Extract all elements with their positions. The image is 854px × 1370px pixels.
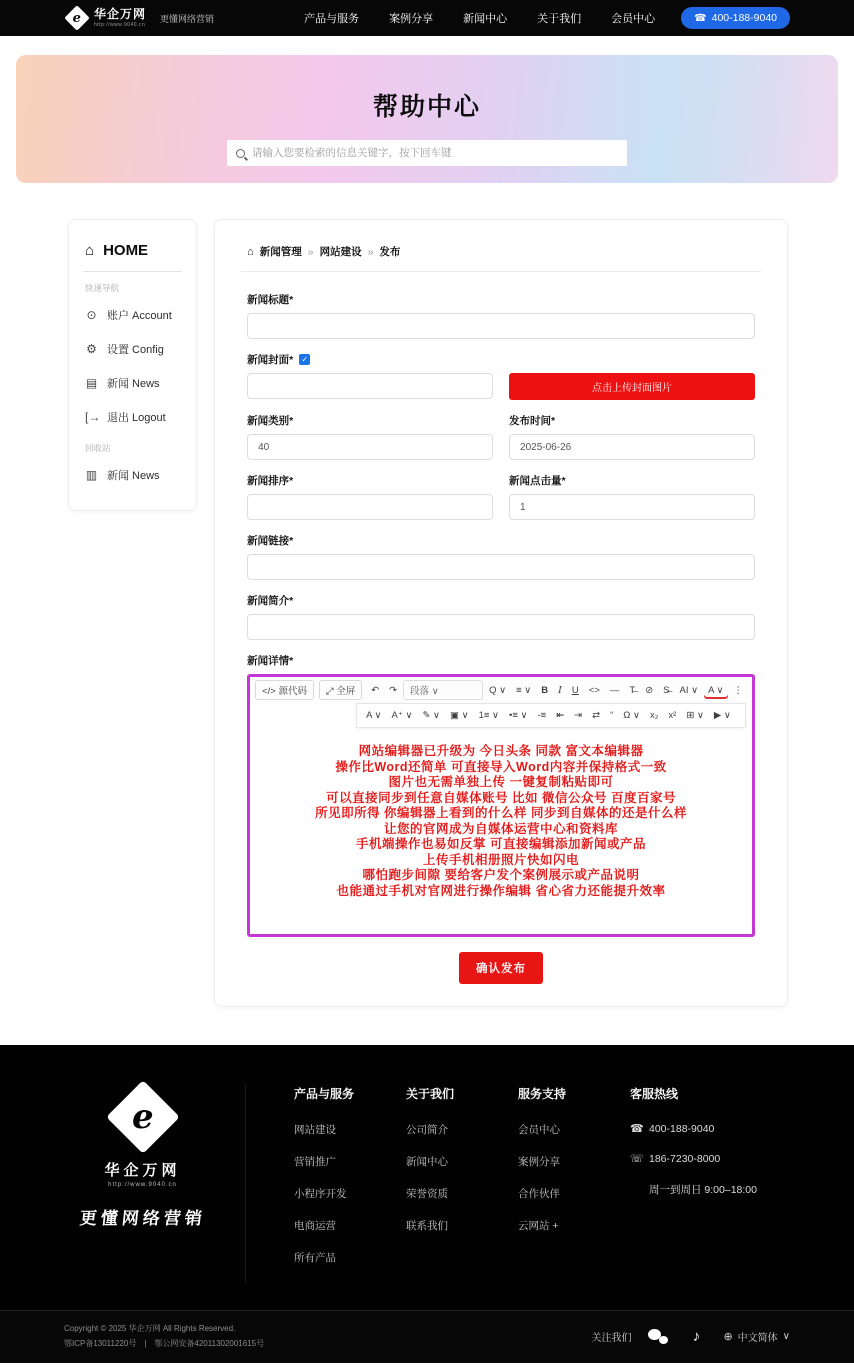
editor-text-line: 网站编辑器已升级为 今日头条 同款 富文本编辑器 (358, 744, 644, 758)
phone-number: 400-188-9040 (711, 12, 777, 24)
wechat-icon[interactable] (647, 1325, 669, 1347)
field-news-intro (247, 593, 755, 640)
footer-link[interactable]: 小程序开发 (294, 1188, 347, 1200)
sidebar-item-icon: ▥ (85, 468, 98, 482)
sidebar-item-icon: ⚙ (86, 342, 97, 356)
bottom-bar (0, 1310, 854, 1363)
editor-text-line: 可以直接同步到任意自媒体账号 比如 微信公众号 百度百家号 (326, 790, 676, 805)
confirm-publish-button[interactable]: 确认发布 (459, 952, 543, 984)
news-order-label: 新闻排序* (247, 475, 294, 487)
field-news-category (247, 413, 493, 460)
editor-toolbar-row2 (356, 703, 746, 728)
footer-link[interactable]: 网站建设 (294, 1124, 336, 1136)
toolbar-button[interactable]: A ∨ (704, 682, 727, 699)
field-news-title (247, 292, 755, 339)
toolbar-button[interactable]: 段落 ∨ (403, 680, 483, 700)
toolbar-button[interactable]: <> (588, 684, 600, 696)
hotline-text: 186-7230-8000 (649, 1152, 721, 1165)
sidebar-divider (83, 271, 182, 272)
editor-text-line: 手机端操作也易如反掌 可直接编辑添加新闻或产品 (356, 837, 647, 851)
copyright-text: Copyright © 2025 华企万网 All Rights Reserved. (64, 1324, 236, 1333)
toolbar-button[interactable]: -≡ (537, 710, 547, 721)
follow-us-label: 关注我们 (591, 1332, 632, 1344)
footer-link[interactable]: 新闻中心 (406, 1156, 448, 1168)
footer-logo-url: http://www.9040.cn (108, 1182, 177, 1188)
field-news-clicks (509, 473, 755, 520)
news-title-input[interactable] (247, 313, 755, 339)
footer-col-support (518, 1085, 630, 1282)
toolbar-button[interactable]: S̶ (663, 684, 670, 696)
hotline-icon: ☏ (630, 1153, 644, 1165)
sidebar-item-home[interactable] (83, 236, 182, 271)
toolbar-button[interactable]: A⁺ ∨ (391, 710, 413, 721)
sidebar-item[interactable] (83, 298, 182, 332)
editor-text-line: 操作比Word还简单 可直接导入Word内容并保持格式一致 (335, 759, 667, 774)
sidebar-item[interactable] (83, 332, 182, 366)
toolbar-button[interactable]: AI ∨ (679, 684, 699, 696)
nav-link[interactable]: 新闻中心 (463, 13, 508, 25)
footer-link[interactable]: 荣誉资质 (406, 1188, 448, 1200)
site-logo[interactable] (68, 8, 214, 27)
editor-text-line: 上传手机相册照片快如闪电 (423, 852, 580, 867)
search-box (227, 140, 627, 166)
globe-icon: ⊕ (723, 1330, 733, 1343)
sidebar-recycle-items (83, 458, 182, 492)
editor-text-line: 让您的官网成为自媒体运营中心和资料库 (384, 821, 619, 836)
sidebar-item-label: 设置 Config (107, 344, 164, 356)
footer-link[interactable]: 所有产品 (294, 1252, 336, 1264)
news-title-label: 新闻标题* (247, 294, 294, 306)
field-news-detail (247, 653, 755, 937)
toolbar-button[interactable]: ⤢ 全屏 (319, 680, 362, 700)
home-label: HOME (103, 242, 149, 259)
news-cover-label: 新闻封面* (247, 354, 294, 366)
sidebar-quick-nav-items (83, 298, 182, 434)
toolbar-button[interactable]: ✎ ∨ (422, 710, 440, 721)
nav-links (304, 10, 655, 26)
toolbar-button[interactable]: ≡ ∨ (516, 684, 532, 696)
news-intro-input[interactable] (247, 614, 755, 640)
publish-time-label: 发布时间* (509, 415, 556, 427)
toolbar-button[interactable]: — (609, 684, 620, 696)
nav-link[interactable]: 产品与服务 (304, 13, 360, 25)
footer-logo-title: 华企万网 (104, 1162, 181, 1179)
toolbar-button[interactable]: 1≡ ∨ (478, 710, 499, 721)
editor-text-line: 哪怕跑步间隙 要给客户发个案例展示或产品说明 (362, 868, 640, 882)
toolbar-button[interactable]: A ∨ (366, 710, 382, 721)
phone-icon: ☎ (694, 12, 707, 24)
breadcrumb-divider (241, 271, 761, 272)
logo-url: http://www.9040.cn (94, 21, 146, 28)
footer-link[interactable]: 电商运营 (294, 1220, 336, 1232)
sidebar-item-label: 退出 Logout (107, 412, 166, 424)
toolbar-button[interactable]: ⇄ (592, 710, 601, 721)
toolbar-button[interactable]: </> 源代码 (255, 680, 314, 700)
sidebar-item-label: 新闻 News (107, 378, 160, 390)
footer-link[interactable]: 公司简介 (406, 1124, 448, 1136)
breadcrumb-item[interactable]: 新闻管理 (259, 246, 302, 258)
toolbar-button[interactable]: T̶ (629, 684, 636, 696)
news-clicks-label: 新闻点击量* (509, 475, 566, 487)
editor-text-line: 也能通过手机对官网进行操作编辑 省心省力还能提升效率 (336, 883, 666, 898)
footer-logo (64, 1085, 246, 1282)
news-cover-input[interactable] (247, 373, 493, 399)
rich-text-editor[interactable] (247, 674, 755, 937)
toolbar-button[interactable]: Ω ∨ (623, 710, 640, 721)
news-clicks-input[interactable] (509, 494, 755, 520)
toolbar-button[interactable]: ⊞ ∨ (686, 710, 704, 721)
footer-col-title: 服务支持 (518, 1087, 567, 1101)
toolbar-button[interactable]: Q ∨ (489, 684, 507, 696)
publish-time-input[interactable] (509, 434, 755, 460)
footer (0, 1045, 854, 1310)
field-news-link (247, 533, 755, 580)
sidebar-section-recycle: 回收站 (85, 443, 111, 453)
sidebar-item-icon: ▤ (85, 376, 98, 390)
sidebar-item[interactable] (83, 400, 182, 434)
publish-form-card (214, 219, 788, 1007)
sidebar-item[interactable] (83, 366, 182, 400)
chevron-down-icon: ∨ (782, 1330, 790, 1342)
language-label: 中文简体 (737, 1332, 778, 1344)
phone-button[interactable] (681, 7, 790, 29)
news-link-input[interactable] (247, 554, 755, 580)
toolbar-button[interactable]: ⊘ (645, 684, 654, 696)
editor-text-line: 图片也无需单独上传 一键复制粘贴即可 (388, 775, 614, 789)
sidebar-item-label: 新闻 News (107, 470, 160, 482)
upload-cover-button[interactable]: 点击上传封面图片 (509, 373, 755, 400)
page-title: 帮助中心 (372, 93, 481, 121)
breadcrumb-home-icon: ⌂ (247, 245, 254, 258)
top-navbar (0, 0, 854, 36)
editor-toolbar-row1 (250, 677, 752, 703)
news-order-input[interactable] (247, 494, 493, 520)
footer-logo-diamond-icon: e (106, 1080, 180, 1154)
editor-content[interactable] (250, 728, 752, 934)
search-input[interactable] (252, 147, 618, 159)
footer-link[interactable]: 营销推广 (294, 1156, 336, 1168)
footer-link[interactable]: 案例分享 (518, 1156, 560, 1168)
toolbar-button[interactable]: ⇤ (556, 710, 565, 721)
news-intro-label: 新闻简介* (247, 595, 294, 607)
footer-col-title: 关于我们 (406, 1087, 455, 1101)
toolbar-button[interactable]: I (558, 684, 562, 696)
icp-text: 鄂ICP备13011220号 | 鄂公网安备42011302001615号 (64, 1339, 265, 1348)
nav-link[interactable]: 关于我们 (537, 13, 582, 25)
footer-link[interactable]: 联系我们 (406, 1220, 448, 1232)
sidebar-item-icon: [→ (85, 410, 101, 424)
footer-link[interactable]: 合作伙伴 (518, 1188, 560, 1200)
bottom-strip (0, 1363, 854, 1370)
toolbar-button[interactable]: x² (668, 710, 677, 721)
news-category-input[interactable] (247, 434, 493, 460)
toolbar-button[interactable]: U (571, 684, 579, 696)
logo-title: 华企万网 (94, 7, 147, 22)
toolbar-button[interactable]: ↶ (371, 684, 380, 696)
footer-col-about (406, 1085, 518, 1282)
toolbar-button[interactable]: ↷ (389, 684, 398, 696)
hotline-text: 400-188-9040 (649, 1122, 715, 1135)
breadcrumb (247, 244, 755, 259)
logo-diamond-icon: e (64, 5, 89, 30)
news-cover-checkbox[interactable]: ✓ (299, 354, 310, 365)
hotline-item (630, 1122, 757, 1135)
home-icon: ⌂ (85, 242, 95, 259)
language-selector[interactable] (723, 1329, 790, 1344)
footer-col-hotline (630, 1085, 757, 1282)
help-center-banner (16, 55, 838, 183)
footer-col-title: 客服热线 (630, 1087, 679, 1101)
toolbar-button[interactable]: ▶ ∨ (713, 710, 731, 721)
douyin-icon[interactable]: ♪ (692, 1327, 701, 1345)
toolbar-button[interactable]: ▣ ∨ (450, 710, 469, 721)
search-icon (236, 149, 245, 158)
sidebar (68, 219, 197, 511)
hotline-text: 周一到周日 9:00–18:00 (649, 1184, 757, 1196)
field-news-cover (247, 352, 755, 400)
field-news-order (247, 473, 493, 520)
nav-link[interactable]: 案例分享 (389, 13, 434, 25)
nav-link[interactable]: 会员中心 (611, 13, 656, 25)
toolbar-button[interactable]: x₂ (649, 710, 659, 721)
news-link-label: 新闻链接* (247, 535, 294, 547)
toolbar-button[interactable]: ⋮ (733, 684, 743, 696)
breadcrumb-item[interactable]: » 网站建设 (308, 244, 362, 259)
field-publish-time (509, 413, 755, 460)
hotline-item (630, 1182, 757, 1197)
toolbar-button[interactable]: ⇥ (574, 710, 583, 721)
sidebar-item-label: 账户 Account (107, 310, 172, 322)
news-detail-label: 新闻详情* (247, 655, 294, 667)
hotline-icon: ☎ (630, 1123, 644, 1135)
toolbar-button[interactable]: B (541, 684, 549, 696)
sidebar-item[interactable] (83, 458, 182, 492)
footer-link[interactable]: 云网站 + (518, 1220, 559, 1232)
footer-col-title: 产品与服务 (294, 1087, 355, 1101)
editor-text-line: 所见即所得 你编辑器上看到的什么样 同步到自媒体的还是什么样 (315, 806, 688, 820)
footer-logo-tagline: 更懂网络营销 (78, 1209, 207, 1229)
toolbar-button[interactable]: “ (610, 710, 614, 721)
footer-link[interactable]: 会员中心 (518, 1124, 560, 1136)
hotline-item (630, 1152, 757, 1165)
footer-col-products (294, 1085, 406, 1282)
toolbar-button[interactable]: •≡ ∨ (509, 710, 528, 721)
news-category-label: 新闻类别* (247, 415, 294, 427)
logo-tagline: 更懂网络营销 (160, 13, 215, 24)
sidebar-item-icon: ⊙ (86, 308, 97, 322)
breadcrumb-item[interactable]: » 发布 (368, 244, 401, 259)
sidebar-section-quick-nav: 快速导航 (85, 283, 120, 293)
